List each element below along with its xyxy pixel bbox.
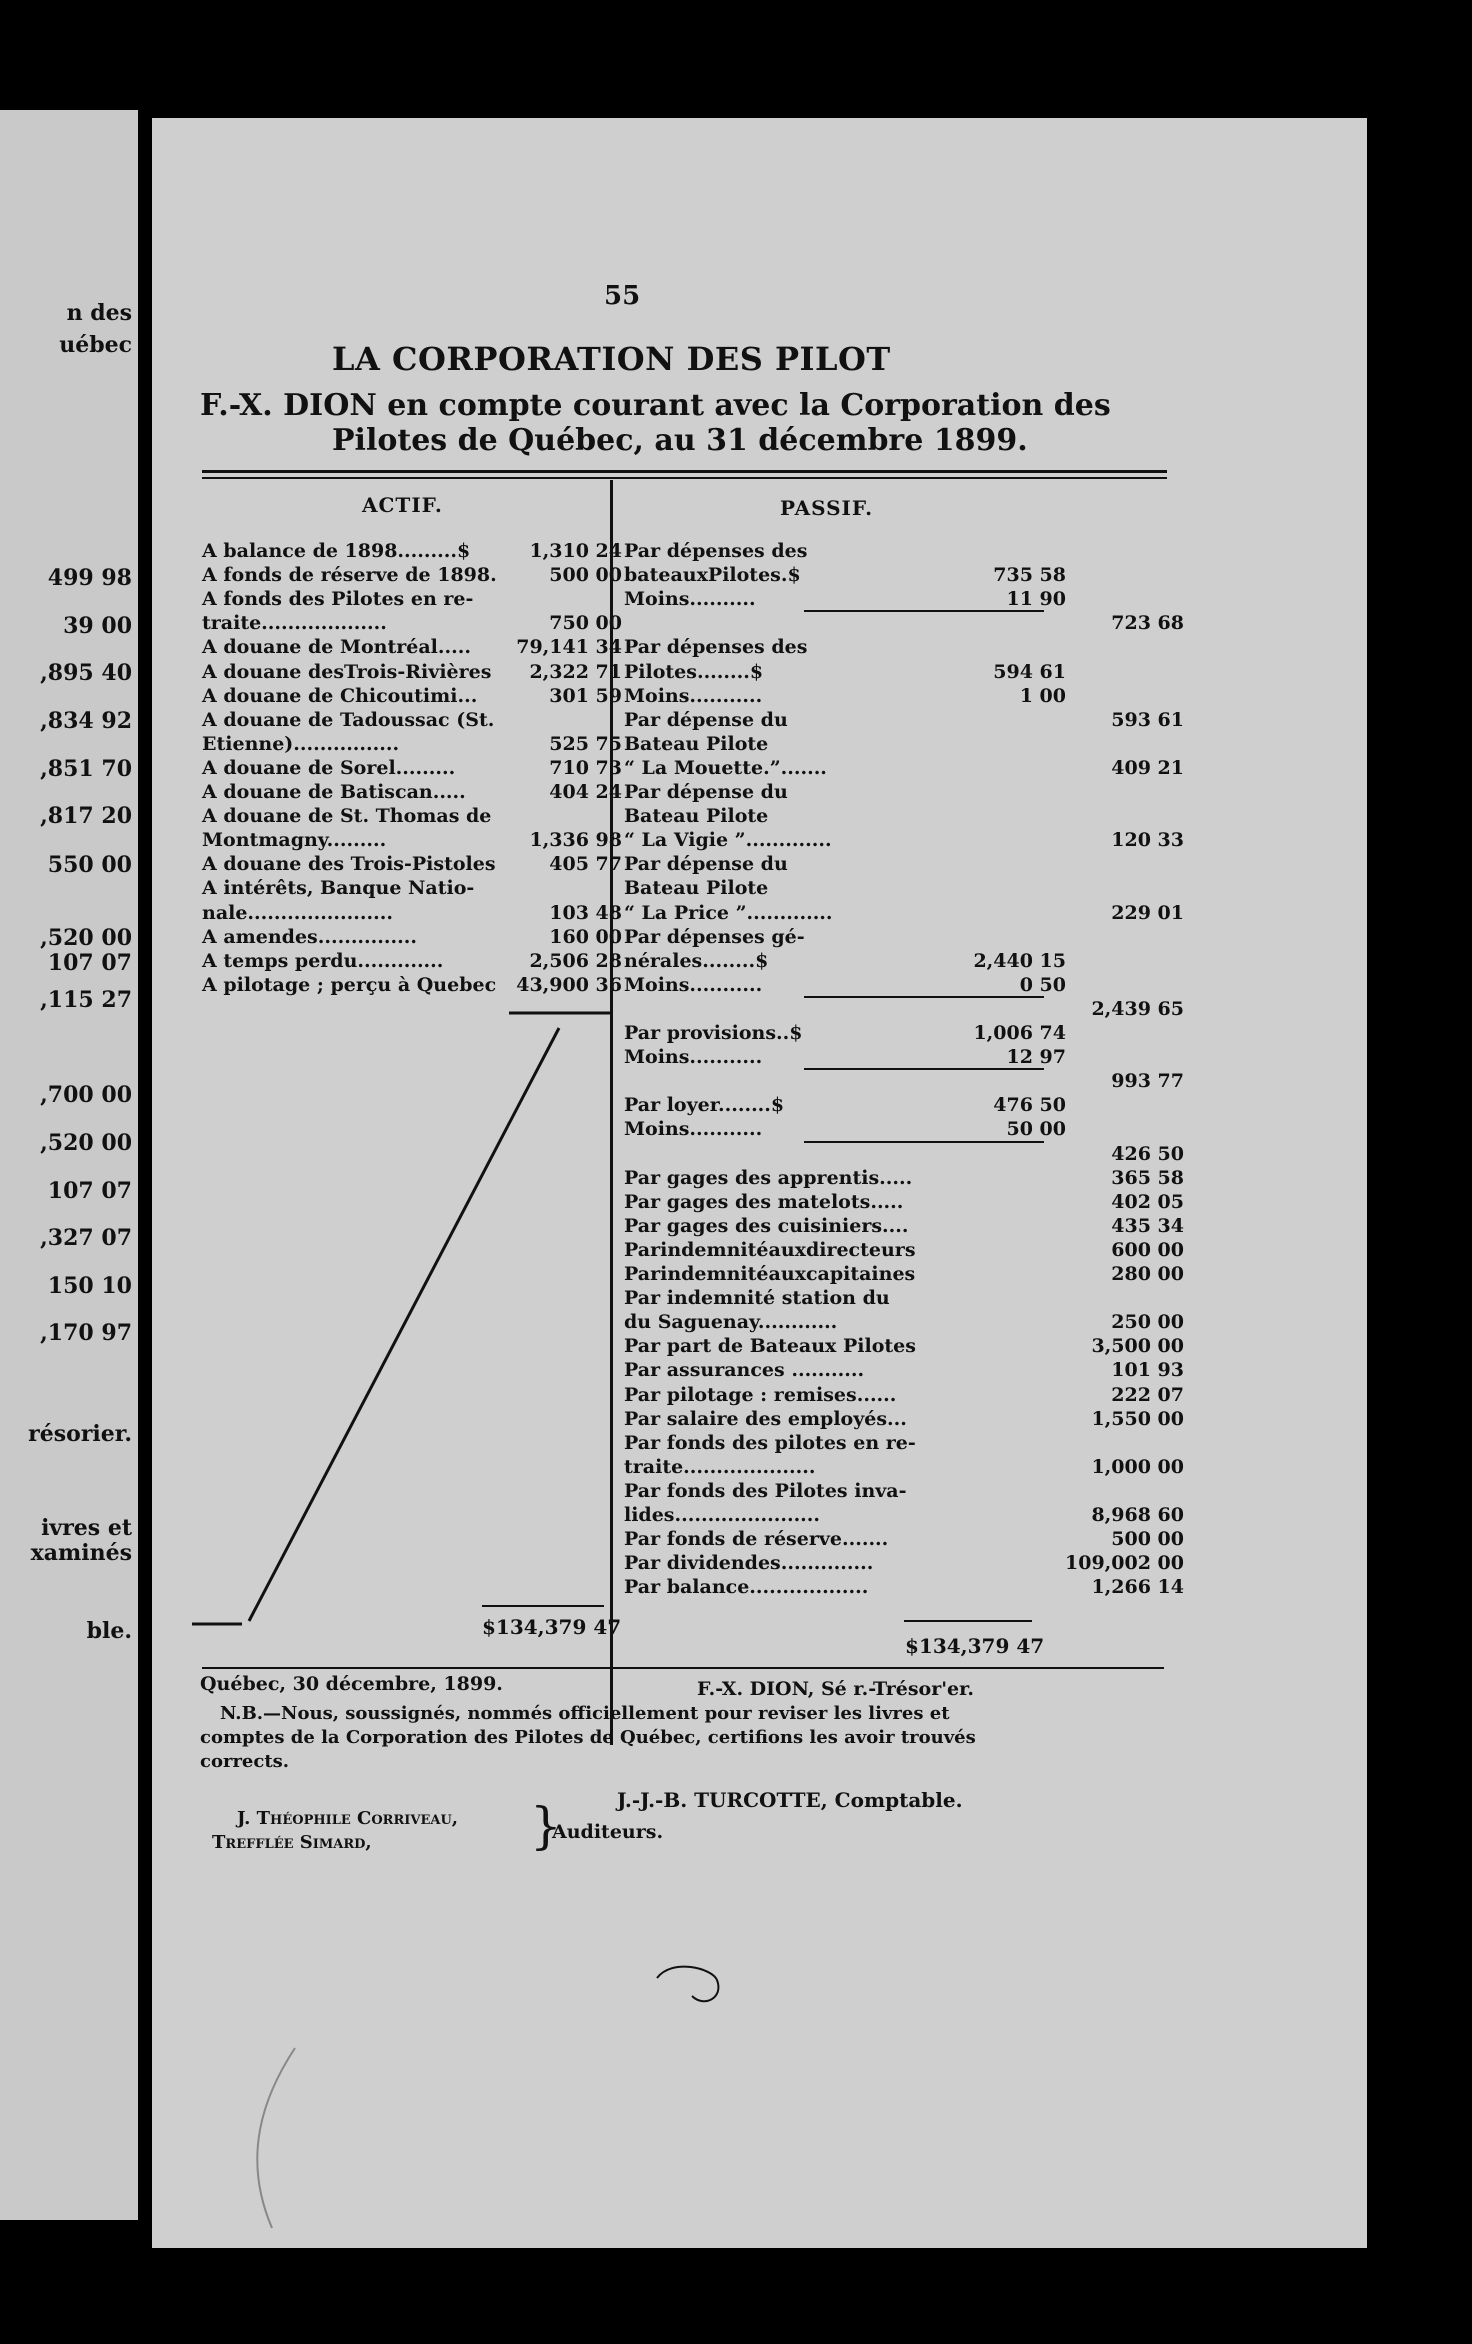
passif-row-label: lides...................... xyxy=(624,1504,821,1526)
auditors-brace: } xyxy=(530,1797,562,1855)
actif-row-amount: 500 00 xyxy=(549,564,622,587)
actif-row-amount: 1,310 24 xyxy=(529,540,622,562)
paper-crease xyxy=(257,2048,295,2228)
actif-row-label: A pilotage ; perçu à Quebec xyxy=(202,973,497,996)
passif-row-label: traite.................... xyxy=(624,1455,816,1478)
left-page-text: 107 07 xyxy=(47,950,132,976)
passif-row-label: Par fonds des Pilotes inva- xyxy=(624,1479,907,1502)
left-page-text: 107 07 xyxy=(47,1178,132,1204)
left-page-text: 499 98 xyxy=(47,565,132,591)
passif-row-subamount: 11 90 xyxy=(1006,588,1066,611)
left-page-text: n des xyxy=(66,300,132,326)
footer-signatory: F.-X. DION, Sé r.-Trésor'er. xyxy=(697,1678,975,1700)
passif-row-label: Par dépenses des xyxy=(624,636,808,659)
passif-row-amount: 1,550 00 xyxy=(1091,1407,1184,1430)
actif-row-amount: 1,336 98 xyxy=(529,829,622,852)
passif-row-amount: 222 07 xyxy=(1111,1383,1184,1406)
passif-row-amount: 993 77 xyxy=(1111,1070,1184,1093)
left-page-text: ,834 92 xyxy=(40,708,132,734)
passif-row-amount: 120 33 xyxy=(1111,829,1184,852)
left-page-text: 39 00 xyxy=(63,613,132,639)
passif-row-label: “ La Vigie ”............. xyxy=(624,829,832,852)
passif-row-label: Moins........... xyxy=(624,973,763,996)
ledger-page xyxy=(152,118,1367,2248)
left-page-text: 550 00 xyxy=(47,852,132,878)
passif-row-amount: 2,439 65 xyxy=(1091,997,1184,1020)
passif-row-amount: 365 58 xyxy=(1111,1166,1184,1189)
signature-flourish xyxy=(657,1967,718,2002)
actif-row-label: A douane des Trois-Pistoles xyxy=(202,853,496,876)
actif-row-label: A douane de St. Thomas de xyxy=(202,805,492,828)
page-title: LA CORPORATION DES PILOT xyxy=(332,340,891,378)
actif-row-label: A douane de Tadoussac (St. xyxy=(202,708,495,731)
passif-row-label: “ La Price ”............. xyxy=(624,901,833,924)
auditeurs-label: Auditeurs. xyxy=(552,1821,664,1843)
actif-row-label: Etienne)................ xyxy=(202,732,400,755)
actif-row-amount: 43,900 36 xyxy=(516,973,622,996)
passif-row-label: “ La Mouette.”....... xyxy=(624,756,827,779)
left-page-text: ,851 70 xyxy=(40,756,132,782)
passif-row-label: Par balance.................. xyxy=(624,1576,869,1599)
filler-diagonal xyxy=(249,1028,559,1621)
actif-row-label: nale...................... xyxy=(202,901,393,924)
passif-row-label: Par provisions..$ xyxy=(624,1022,803,1044)
left-page-text: ,327 07 xyxy=(40,1225,132,1251)
passif-row-amount: 723 68 xyxy=(1111,612,1184,635)
left-page-text: ,170 97 xyxy=(40,1320,132,1346)
left-page-text: résorier. xyxy=(28,1421,132,1447)
actif-row-label: A fonds de réserve de 1898. xyxy=(202,564,497,587)
passif-row-label: Moins.......... xyxy=(624,588,756,611)
passif-row-amount: 426 50 xyxy=(1111,1142,1184,1165)
left-page-fragment xyxy=(0,110,138,2220)
passif-row-amount: 435 34 xyxy=(1111,1214,1184,1237)
passif-row-label: Par assurances ........... xyxy=(624,1359,865,1382)
left-page-text: ble. xyxy=(86,1618,132,1644)
page-number: 55 xyxy=(604,281,641,311)
left-page-text: ,520 00 xyxy=(40,925,132,951)
passif-row-amount: 1,266 14 xyxy=(1091,1576,1184,1599)
actif-row-amount: 79,141 34 xyxy=(516,636,622,659)
passif-row-label: Par indemnité station du xyxy=(624,1287,890,1310)
actif-row-label: A douane de Batiscan..... xyxy=(202,781,466,803)
passif-row-label: Moins........... xyxy=(624,1118,763,1141)
passif-row-label: Moins........... xyxy=(624,684,763,707)
passif-row-label: Pilotes........$ xyxy=(624,660,764,683)
actif-row-label: A douane desTrois-Rivières xyxy=(202,660,492,683)
actif-total: $134,379 47 xyxy=(482,1615,622,1639)
passif-row-label: Par part de Bateaux Pilotes xyxy=(624,1335,916,1358)
actif-row-amount: 301 59 xyxy=(549,684,622,707)
passif-row-amount: 500 00 xyxy=(1111,1528,1184,1551)
actif-row-amount: 710 73 xyxy=(549,756,622,779)
footer-nb-line-2: comptes de la Corporation des Pilotes de Québec, certifions les avoir trouvés xyxy=(200,1727,976,1748)
actif-header: ACTIF. xyxy=(362,493,443,517)
left-page-text: 150 10 xyxy=(47,1273,132,1299)
footer-nb-line-3: corrects. xyxy=(200,1751,290,1772)
left-page-text: ,115 27 xyxy=(40,987,132,1013)
passif-total: $134,379 47 xyxy=(905,1634,1045,1658)
passif-row-label: Parindemnitéauxcapitaines xyxy=(624,1263,916,1285)
passif-row-label: Moins........... xyxy=(624,1046,763,1069)
passif-row-label: Bateau Pilote xyxy=(624,732,769,755)
left-page-text: ivres et xyxy=(41,1515,132,1541)
passif-row-label: bateauxPilotes.$ xyxy=(624,564,801,587)
actif-row-amount: 2,322 71 xyxy=(529,660,622,683)
actif-row-label: A douane de Montréal..... xyxy=(202,636,471,659)
passif-row-subamount: 594 61 xyxy=(993,660,1066,683)
passif-row-label: Par dépense du xyxy=(624,781,788,803)
passif-row-amount: 3,500 00 xyxy=(1091,1335,1184,1358)
actif-row-label: A intérêts, Banque Natio- xyxy=(202,877,475,900)
passif-row-subamount: 2,440 15 xyxy=(973,949,1066,972)
passif-row-subamount: 12 97 xyxy=(1006,1046,1066,1069)
left-page-text: ,700 00 xyxy=(40,1082,132,1108)
passif-row-label: Par dépense du xyxy=(624,853,788,876)
auditor-2: Trefflée Simard, xyxy=(212,1832,372,1853)
passif-row-amount: 250 00 xyxy=(1111,1311,1184,1334)
page-gutter xyxy=(138,110,152,2220)
actif-row-label: A douane de Chicoutimi... xyxy=(202,684,478,707)
auditor-1: J. Théophile Corriveau, xyxy=(237,1808,459,1829)
actif-row-label: Montmagny......... xyxy=(202,829,387,852)
passif-row-amount: 402 05 xyxy=(1111,1190,1184,1213)
left-page-text: ,520 00 xyxy=(40,1130,132,1156)
passif-row-subamount: 476 50 xyxy=(993,1094,1066,1117)
footer-place-date: Québec, 30 décembre, 1899. xyxy=(200,1673,503,1695)
passif-row-amount: 280 00 xyxy=(1111,1263,1184,1285)
actif-row-label: A balance de 1898.........$ xyxy=(202,540,471,562)
passif-row-subamount: 1,006 74 xyxy=(973,1022,1066,1044)
passif-row-label: Par dépenses des xyxy=(624,540,808,562)
left-page-text: ,895 40 xyxy=(40,660,132,686)
passif-row-label: Par gages des cuisiniers.... xyxy=(624,1214,909,1237)
passif-row-label: Bateau Pilote xyxy=(624,877,769,900)
passif-row-label: Parindemnitéauxdirecteurs xyxy=(624,1238,916,1261)
passif-row-label: Bateau Pilote xyxy=(624,805,769,828)
actif-row-label: A temps perdu............. xyxy=(202,949,444,972)
passif-row-amount: 109,002 00 xyxy=(1065,1552,1184,1575)
passif-row-amount: 409 21 xyxy=(1111,756,1184,779)
actif-row-label: A amendes............... xyxy=(202,925,417,948)
actif-row-amount: 404 24 xyxy=(549,781,622,803)
passif-row-label: Par fonds des pilotes en re- xyxy=(624,1431,916,1454)
actif-row-amount: 160 00 xyxy=(549,925,622,948)
footer-nb-line-1: N.B.—Nous, soussignés, nommés officiellement pour reviser les livres et xyxy=(220,1703,950,1724)
left-page-text: ,817 20 xyxy=(40,803,132,829)
actif-row-amount: 103 48 xyxy=(549,901,622,924)
subtitle-line-1: F.-X. DION en compte courant avec la Corporation des xyxy=(200,388,1111,423)
actif-row-amount: 405 77 xyxy=(549,853,622,876)
passif-row-amount: 1,000 00 xyxy=(1091,1455,1184,1478)
passif-row-label: Par gages des matelots..... xyxy=(624,1190,904,1213)
passif-row-amount: 600 00 xyxy=(1111,1238,1184,1261)
passif-row-amount: 8,968 60 xyxy=(1091,1504,1184,1526)
passif-row-subamount: 735 58 xyxy=(993,564,1066,587)
actif-row-amount: 525 75 xyxy=(549,732,622,755)
actif-row-label: A douane de Sorel......... xyxy=(202,756,456,779)
passif-row-amount: 101 93 xyxy=(1111,1359,1184,1382)
passif-row-subamount: 50 00 xyxy=(1006,1118,1066,1141)
passif-row-label: Par dépense du xyxy=(624,708,788,731)
actif-row-amount: 750 00 xyxy=(549,612,622,635)
passif-row-label: Par gages des apprentis..... xyxy=(624,1166,913,1189)
subtitle-line-2: Pilotes de Québec, au 31 décembre 1899. xyxy=(332,423,1028,458)
passif-row-subamount: 1 00 xyxy=(1019,684,1066,707)
passif-row-subamount: 0 50 xyxy=(1019,973,1066,996)
passif-header: PASSIF. xyxy=(780,496,874,520)
actif-row-label: traite................... xyxy=(202,612,387,635)
passif-row-label: Par fonds de réserve....... xyxy=(624,1528,889,1551)
passif-row-amount: 593 61 xyxy=(1111,708,1184,731)
footer-comptable: J.-J.-B. TURCOTTE, Comptable. xyxy=(617,1788,963,1812)
passif-row-label: Par dépenses gé- xyxy=(624,925,805,948)
passif-row-label: Par dividendes.............. xyxy=(624,1552,874,1575)
passif-row-amount: 229 01 xyxy=(1111,901,1184,924)
left-page-text: uébec xyxy=(59,332,132,358)
passif-row-label: Par salaire des employés... xyxy=(624,1407,907,1430)
passif-row-label: Par pilotage : remises...... xyxy=(624,1383,897,1406)
actif-row-amount: 2,506 28 xyxy=(529,949,622,972)
passif-row-label: nérales........$ xyxy=(624,949,769,972)
passif-row-label: du Saguenay............ xyxy=(624,1311,838,1334)
ledger-strokes xyxy=(152,118,1367,2248)
passif-row-label: Par loyer........$ xyxy=(624,1094,785,1117)
left-page-text: xaminés xyxy=(30,1540,132,1566)
actif-row-label: A fonds des Pilotes en re- xyxy=(202,588,474,611)
